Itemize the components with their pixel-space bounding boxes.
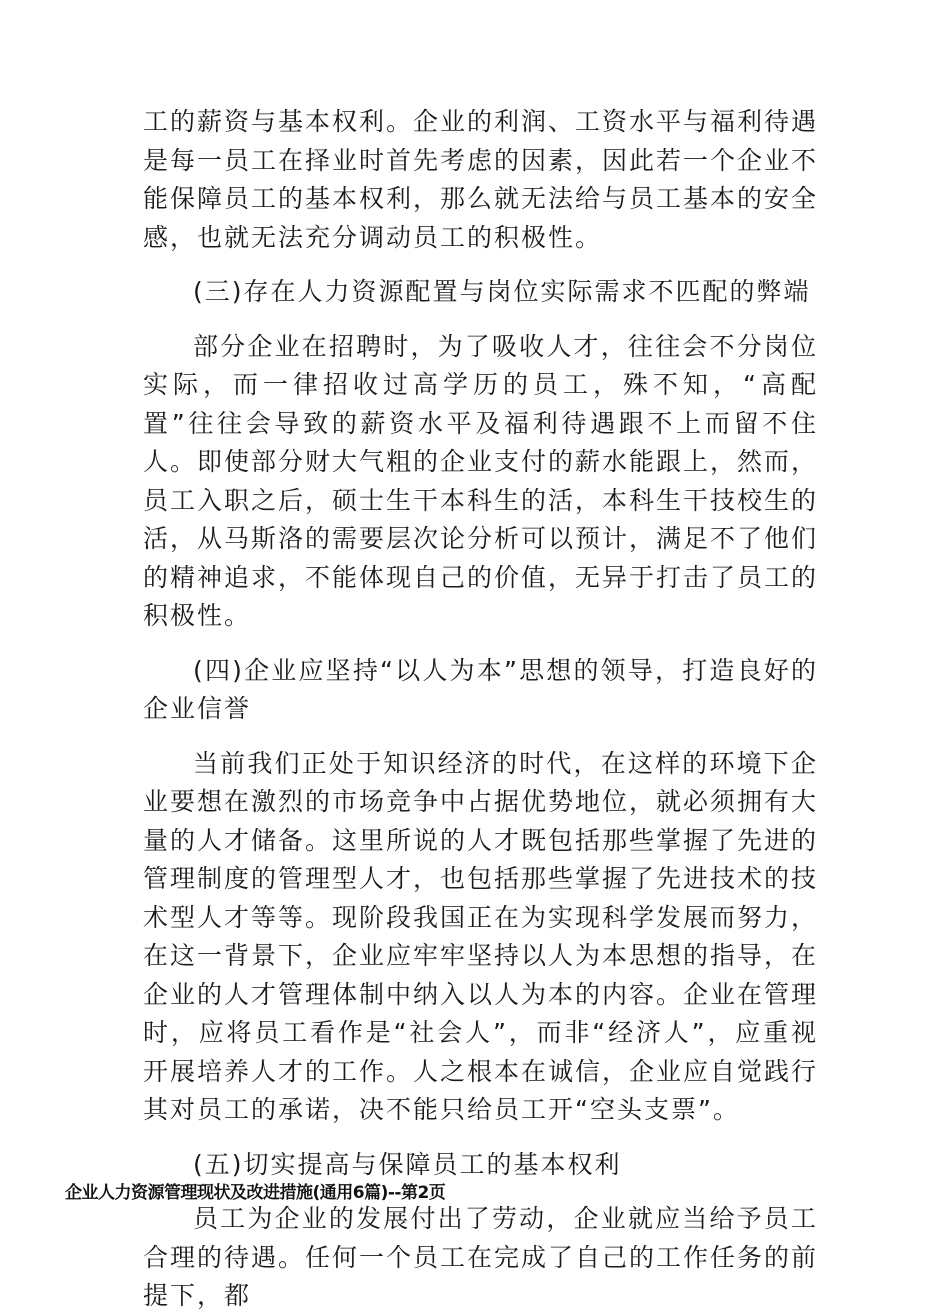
paragraph-section-3: 部分企业在招聘时，为了吸收人才，往往会不分岗位实际，而一律招收过高学历的员工，殊不知，“高配置”往往会导致的薪资水平及福利待遇跟不上而留不住人。即使部分财大气粗的企业支付的薪水能跟上，然而，员工入职之后，硕士生干本科生的活，本科生干技校生的活，从马斯洛的需要层次论分析可以预计，满足不了他们的精神追求，不能体现自己的价值，无异于打击了员工的积极性。 bbox=[143, 331, 819, 630]
section-heading-3: (三)存在人力资源配置与岗位实际需求不匹配的弊端 bbox=[193, 277, 811, 306]
paragraph-section-4: 当前我们正处于知识经济的时代，在这样的环境下企业要想在激烈的市场竞争中占据优势地位，就必须拥有大量的人才储备。这里所说的人才既包括那些掌握了先进的管理制度的管理型人才，也包括那些掌握了先进技术的技术型人才等等。现阶段我国正在为实现科学发展而努力，在这一背景下，企业应牢牢坚持以人为本思想的指导，在企业的人才管理体制中纳入以人为本的内容。企业在管理时，应将员工看作是“社会人”，而非“经济人”，应重视开展培养人才的工作。人之根本在诚信，企业应自觉践行其对员工的承诺，决不能只给员工开“空头支票”。 bbox=[143, 748, 819, 1124]
section-heading-5: (五)切实提高与保障员工的基本权利 bbox=[193, 1149, 622, 1179]
section-heading-4: (四)企业应坚持“以人为本”思想的领导，打造良好的企业信誉 bbox=[143, 655, 818, 723]
paragraph-section-5: 员工为企业的发展付出了劳动，企业就应当给予员工合理的待遇。任何一个员工在完成了自己的工作任务的前提下，都 bbox=[143, 1204, 819, 1310]
page-footer: 企业人力资源管理现状及改进措施(通用6篇)--第2页 bbox=[65, 1183, 446, 1203]
document-body bbox=[143, 103, 818, 1316]
paragraph-continuation: 工的薪资与基本权利。企业的利润、工资水平与福利待遇是每一员工在择业时首先考虑的因素，因此若一个企业不能保障员工的基本权利，那么就无法给与员工基本的安全感，也就无法充分调动员工的积极性。 bbox=[143, 107, 819, 252]
